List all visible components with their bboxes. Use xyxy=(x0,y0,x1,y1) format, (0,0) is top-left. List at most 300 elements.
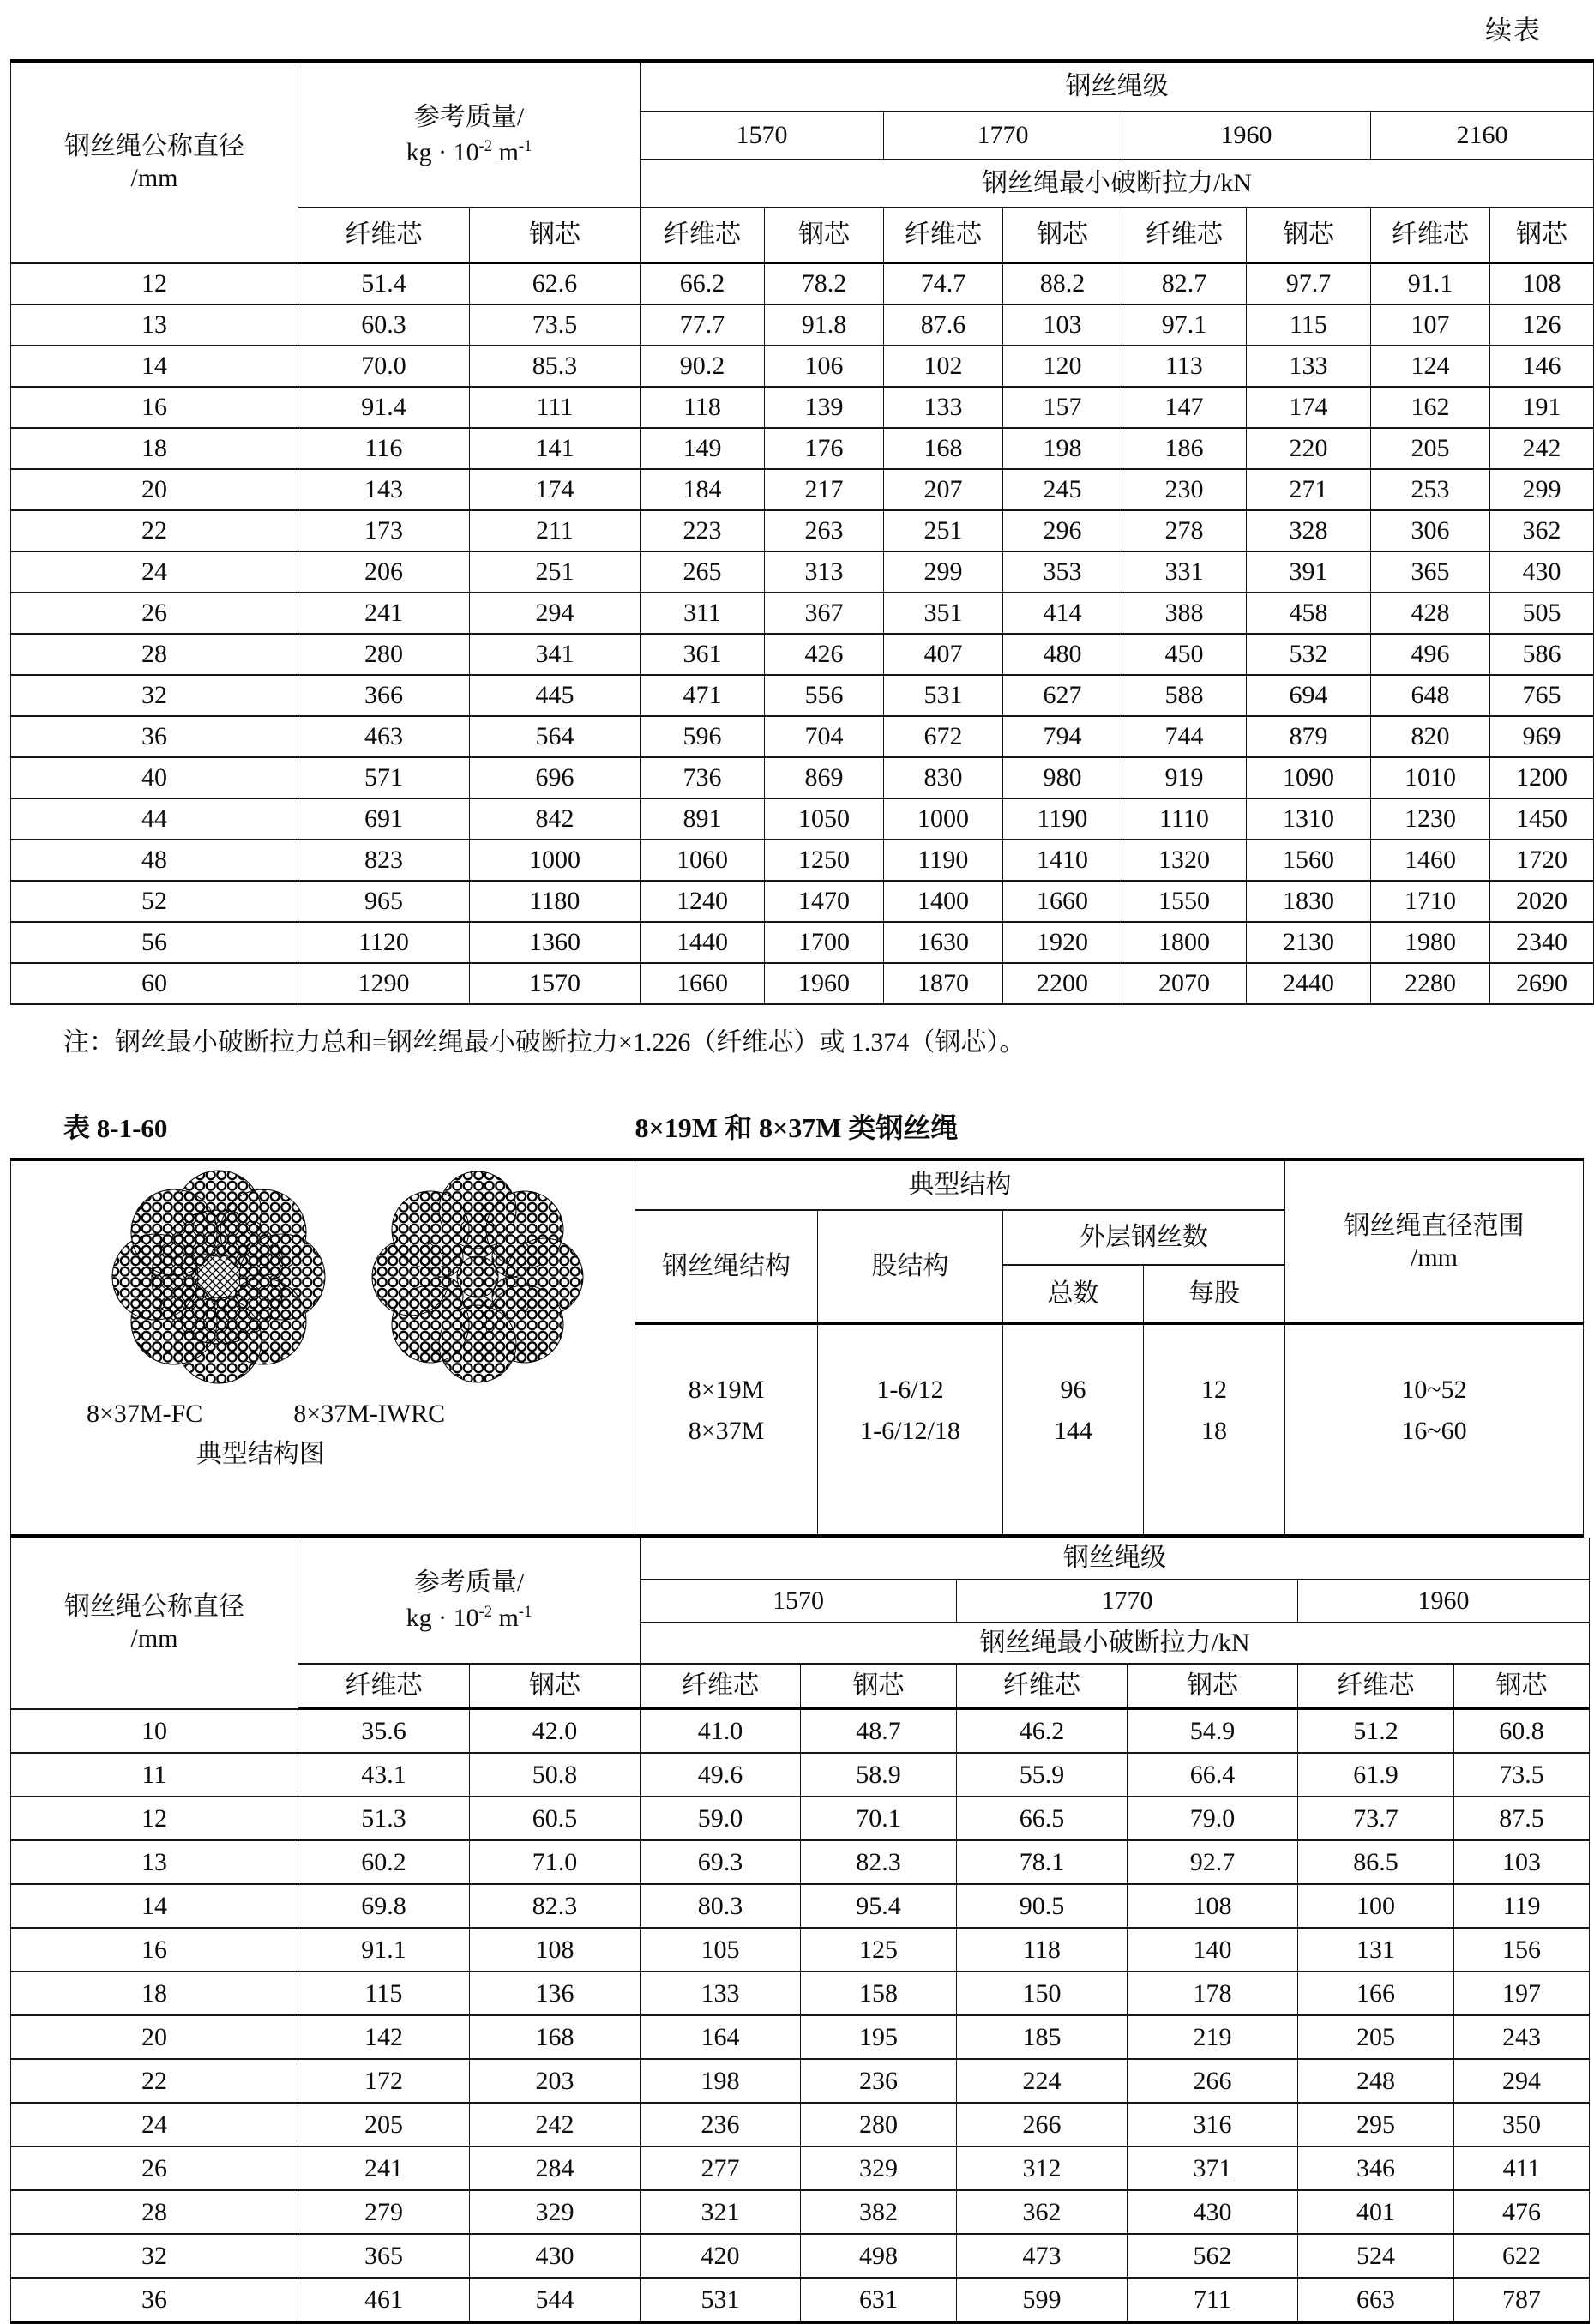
value-cell: 140 xyxy=(1128,1928,1298,1972)
value-cell: 1660 xyxy=(1003,881,1122,922)
value-cell: 1090 xyxy=(1247,757,1371,798)
value-cell: 562 xyxy=(1128,2234,1298,2278)
header-outer-wires-total: 总数 xyxy=(1003,1265,1144,1324)
value-cell: 173 xyxy=(298,510,470,551)
value-cell: 43.1 xyxy=(298,1753,470,1797)
value-cell: 147 xyxy=(1122,387,1247,428)
value-cell: 299 xyxy=(884,551,1003,593)
header-strand-structure: 股结构 xyxy=(818,1210,1003,1324)
value-cell: 203 xyxy=(470,2059,641,2103)
table-row xyxy=(11,510,1594,551)
value-cell: 1120 xyxy=(298,922,470,963)
value-cell: 1240 xyxy=(641,881,765,922)
value-cell: 118 xyxy=(957,1928,1128,1972)
value-cell: 362 xyxy=(957,2190,1128,2234)
value-cell: 411 xyxy=(1454,2146,1590,2190)
value-cell: 556 xyxy=(765,675,884,716)
value-cell: 498 xyxy=(801,2234,957,2278)
value-cell: 1870 xyxy=(884,963,1003,1004)
value-cell: 51.4 xyxy=(298,263,470,305)
value-cell: 294 xyxy=(1454,2059,1590,2103)
value-cell: 430 xyxy=(470,2234,641,2278)
diameter-cell: 26 xyxy=(11,593,298,634)
value-cell: 54.9 xyxy=(1128,1709,1298,1754)
value-cell: 176 xyxy=(765,428,884,469)
value-cell: 120 xyxy=(1003,346,1122,387)
diameter-cell: 12 xyxy=(11,1797,298,1840)
value-cell: 46.2 xyxy=(957,1709,1128,1754)
diameter-cell: 10 xyxy=(11,1709,298,1754)
value-cell: 631 xyxy=(801,2278,957,2322)
value-cell: 168 xyxy=(470,2015,641,2059)
rope-breaking-force-table-continued xyxy=(10,59,1594,1005)
value-cell: 294 xyxy=(470,593,641,634)
value-cell: 329 xyxy=(470,2190,641,2234)
value-cell: 331 xyxy=(1122,551,1247,593)
value-cell: 1320 xyxy=(1122,840,1247,881)
value-cell: 92.7 xyxy=(1128,1840,1298,1884)
value-cell: 166 xyxy=(1298,1972,1454,2015)
value-cell: 198 xyxy=(1003,428,1122,469)
value-cell: 90.2 xyxy=(641,346,765,387)
value-cell: 77.7 xyxy=(641,304,765,346)
value-cell: 980 xyxy=(1003,757,1122,798)
value-cell: 115 xyxy=(1247,304,1371,346)
value-cell: 306 xyxy=(1371,510,1490,551)
value-cell: 321 xyxy=(641,2190,801,2234)
value-cell: 694 xyxy=(1247,675,1371,716)
header-diameter-range xyxy=(1285,1159,1584,1324)
value-cell: 253 xyxy=(1371,469,1490,510)
header-reference-mass-unit: kg · $10^{-2}$ $m^{-1}$ xyxy=(406,1603,532,1632)
value-cell: 473 xyxy=(957,2234,1128,2278)
value-cell: 407 xyxy=(884,634,1003,675)
header-grade-1570: 1570 xyxy=(641,111,884,160)
diameter-cell: 13 xyxy=(11,1840,298,1884)
header-fiber-core: 纤维芯 xyxy=(1298,1664,1454,1709)
value-cell: 586 xyxy=(1490,634,1594,675)
table-row xyxy=(11,2190,1590,2234)
value-cell: 1310 xyxy=(1247,798,1371,840)
value-cell: 236 xyxy=(801,2059,957,2103)
structure-per-strand-values: 12 18 xyxy=(1144,1324,1285,1537)
value-cell: 86.5 xyxy=(1298,1840,1454,1884)
table-row xyxy=(11,346,1594,387)
header-fiber-core: 纤维芯 xyxy=(1122,208,1247,263)
value-cell: 116 xyxy=(298,428,470,469)
value-cell: 119 xyxy=(1454,1884,1590,1928)
table-row xyxy=(11,1753,1590,1797)
value-cell: 95.4 xyxy=(801,1884,957,1928)
value-cell: 82.3 xyxy=(470,1884,641,1928)
diameter-cell: 48 xyxy=(11,840,298,881)
value-cell: 217 xyxy=(765,469,884,510)
rope-breaking-force-table xyxy=(10,1538,1590,2324)
header-diameter-range-unit: /mm xyxy=(1410,1243,1458,1272)
diagram-labels xyxy=(11,1398,635,1430)
table-row xyxy=(11,2234,1590,2278)
header-steel-core: 钢芯 xyxy=(1128,1664,1298,1709)
value-cell: 1800 xyxy=(1122,922,1247,963)
diameter-cell: 22 xyxy=(11,2059,298,2103)
value-cell: 236 xyxy=(641,2103,801,2146)
value-cell: 198 xyxy=(641,2059,801,2103)
value-cell: 1440 xyxy=(641,922,765,963)
diagram-caption: 典型结构图 xyxy=(195,1440,325,1468)
header-diameter-range-text: 钢丝绳直径范围 xyxy=(1344,1211,1525,1240)
value-cell: 133 xyxy=(641,1972,801,2015)
value-cell: 588 xyxy=(1122,675,1247,716)
value-cell: 174 xyxy=(1247,387,1371,428)
header-steel-core: 钢芯 xyxy=(765,208,884,263)
table-row xyxy=(11,1709,1590,1754)
value-cell: 71.0 xyxy=(470,1840,641,1884)
diameter-cell: 22 xyxy=(11,510,298,551)
diameter-cell: 60 xyxy=(11,963,298,1004)
table-row xyxy=(11,1928,1590,1972)
value-cell: 73.7 xyxy=(1298,1797,1454,1840)
table-row xyxy=(11,798,1594,840)
value-cell: 420 xyxy=(641,2234,801,2278)
header-reference-mass-text: 参考质量/ xyxy=(413,1568,525,1597)
value-cell: 243 xyxy=(1454,2015,1590,2059)
value-cell: 1190 xyxy=(1003,798,1122,840)
diameter-cell: 24 xyxy=(11,2103,298,2146)
value-cell: 2130 xyxy=(1247,922,1371,963)
value-cell: 164 xyxy=(641,2015,801,2059)
table-row xyxy=(11,2015,1590,2059)
value-cell: 174 xyxy=(470,469,641,510)
value-cell: 648 xyxy=(1371,675,1490,716)
header-nominal-diameter-unit: /mm xyxy=(130,1624,178,1653)
table-row xyxy=(11,1840,1590,1884)
value-cell: 1980 xyxy=(1371,922,1490,963)
header-reference-mass xyxy=(298,1538,641,1664)
value-cell: 60.3 xyxy=(298,304,470,346)
table-row xyxy=(11,922,1594,963)
value-cell: 62.6 xyxy=(470,263,641,305)
value-cell: 524 xyxy=(1298,2234,1454,2278)
value-cell: 48.7 xyxy=(801,1709,957,1754)
value-cell: 241 xyxy=(298,2146,470,2190)
value-cell: 463 xyxy=(298,716,470,757)
value-cell: 205 xyxy=(298,2103,470,2146)
value-cell: 1290 xyxy=(298,963,470,1004)
header-grade-1960: 1960 xyxy=(1298,1580,1590,1623)
value-cell: 672 xyxy=(884,716,1003,757)
value-cell: 157 xyxy=(1003,387,1122,428)
value-cell: 361 xyxy=(641,634,765,675)
value-cell: 622 xyxy=(1454,2234,1590,2278)
value-cell: 91.8 xyxy=(765,304,884,346)
value-cell: 1230 xyxy=(1371,798,1490,840)
value-cell: 142 xyxy=(298,2015,470,2059)
table-footnote: 注：钢丝最小破断拉力总和=钢丝绳最小破断拉力×1.226（纤维芯）或 1.374（钢芯）。 xyxy=(63,1028,1026,1057)
value-cell: 58.9 xyxy=(801,1753,957,1797)
value-cell: 278 xyxy=(1122,510,1247,551)
table-row xyxy=(11,963,1594,1004)
value-cell: 316 xyxy=(1128,2103,1298,2146)
value-cell: 90.5 xyxy=(957,1884,1128,1928)
value-cell: 42.0 xyxy=(470,1709,641,1754)
table-row xyxy=(11,2059,1590,2103)
header-typical-structure: 典型结构 xyxy=(635,1159,1285,1210)
value-cell: 73.5 xyxy=(1454,1753,1590,1797)
value-cell: 353 xyxy=(1003,551,1122,593)
diameter-cell: 13 xyxy=(11,304,298,346)
header-fiber-core: 纤维芯 xyxy=(957,1664,1128,1709)
value-cell: 1710 xyxy=(1371,881,1490,922)
table-row xyxy=(11,840,1594,881)
header-grade-1570: 1570 xyxy=(641,1580,957,1623)
header-fiber-core: 纤维芯 xyxy=(298,208,470,263)
value-cell: 280 xyxy=(801,2103,957,2146)
value-cell: 207 xyxy=(884,469,1003,510)
value-cell: 371 xyxy=(1128,2146,1298,2190)
value-cell: 532 xyxy=(1247,634,1371,675)
value-cell: 391 xyxy=(1247,551,1371,593)
value-cell: 118 xyxy=(641,387,765,428)
value-cell: 596 xyxy=(641,716,765,757)
value-cell: 100 xyxy=(1298,1884,1454,1928)
value-cell: 1920 xyxy=(1003,922,1122,963)
value-cell: 691 xyxy=(298,798,470,840)
header-nominal-diameter-text: 钢丝绳公称直径 xyxy=(64,131,244,160)
diameter-cell: 28 xyxy=(11,634,298,675)
diameter-cell: 16 xyxy=(11,1928,298,1972)
value-cell: 571 xyxy=(298,757,470,798)
value-cell: 869 xyxy=(765,757,884,798)
value-cell: 2280 xyxy=(1371,963,1490,1004)
value-cell: 69.3 xyxy=(641,1840,801,1884)
table-row xyxy=(11,675,1594,716)
rope-cross-section-diagram xyxy=(23,1170,623,1384)
value-cell: 2340 xyxy=(1490,922,1594,963)
value-cell: 531 xyxy=(884,675,1003,716)
table-row xyxy=(11,387,1594,428)
rope-iwrc-cross-section xyxy=(372,1171,583,1382)
value-cell: 564 xyxy=(470,716,641,757)
value-cell: 219 xyxy=(1128,2015,1298,2059)
diameter-cell: 20 xyxy=(11,2015,298,2059)
value-cell: 879 xyxy=(1247,716,1371,757)
value-cell: 414 xyxy=(1003,593,1122,634)
value-cell: 191 xyxy=(1490,387,1594,428)
value-cell: 107 xyxy=(1371,304,1490,346)
value-cell: 480 xyxy=(1003,634,1122,675)
value-cell: 430 xyxy=(1490,551,1594,593)
header-fiber-core: 纤维芯 xyxy=(641,1664,801,1709)
value-cell: 299 xyxy=(1490,469,1594,510)
header-rope-grade: 钢丝绳级 xyxy=(641,1538,1590,1580)
value-cell: 82.7 xyxy=(1122,263,1247,305)
header-reference-mass-unit: kg · $10^{-2}$ $m^{-1}$ xyxy=(406,137,532,166)
value-cell: 1830 xyxy=(1247,881,1371,922)
value-cell: 350 xyxy=(1454,2103,1590,2146)
value-cell: 2070 xyxy=(1122,963,1247,1004)
header-steel-core: 钢芯 xyxy=(801,1664,957,1709)
value-cell: 1400 xyxy=(884,881,1003,922)
value-cell: 69.8 xyxy=(298,1884,470,1928)
value-cell: 205 xyxy=(1371,428,1490,469)
table-row xyxy=(11,428,1594,469)
value-cell: 266 xyxy=(1128,2059,1298,2103)
value-cell: 88.2 xyxy=(1003,263,1122,305)
value-cell: 66.2 xyxy=(641,263,765,305)
value-cell: 787 xyxy=(1454,2278,1590,2322)
value-cell: 241 xyxy=(298,593,470,634)
value-cell: 108 xyxy=(470,1928,641,1972)
value-cell: 66.4 xyxy=(1128,1753,1298,1797)
typical-structure-table xyxy=(10,1158,1584,1538)
value-cell: 765 xyxy=(1490,675,1594,716)
value-cell: 1110 xyxy=(1122,798,1247,840)
value-cell: 141 xyxy=(470,428,641,469)
value-cell: 461 xyxy=(298,2278,470,2322)
value-cell: 185 xyxy=(957,2015,1128,2059)
value-cell: 136 xyxy=(470,1972,641,2015)
value-cell: 103 xyxy=(1454,1840,1590,1884)
value-cell: 85.3 xyxy=(470,346,641,387)
value-cell: 280 xyxy=(298,634,470,675)
value-cell: 1960 xyxy=(765,963,884,1004)
value-cell: 66.5 xyxy=(957,1797,1128,1840)
value-cell: 113 xyxy=(1122,346,1247,387)
value-cell: 168 xyxy=(884,428,1003,469)
value-cell: 362 xyxy=(1490,510,1594,551)
header-reference-mass xyxy=(298,61,641,208)
value-cell: 1200 xyxy=(1490,757,1594,798)
value-cell: 50.8 xyxy=(470,1753,641,1797)
table-row xyxy=(11,1884,1590,1928)
header-outer-wires: 外层钢丝数 xyxy=(1003,1210,1285,1265)
value-cell: 108 xyxy=(1128,1884,1298,1928)
header-nominal-diameter xyxy=(11,61,298,263)
value-cell: 351 xyxy=(884,593,1003,634)
diameter-cell: 26 xyxy=(11,2146,298,2190)
value-cell: 820 xyxy=(1371,716,1490,757)
value-cell: 230 xyxy=(1122,469,1247,510)
value-cell: 97.1 xyxy=(1122,304,1247,346)
value-cell: 428 xyxy=(1371,593,1490,634)
diameter-cell: 32 xyxy=(11,675,298,716)
value-cell: 1570 xyxy=(470,963,641,1004)
value-cell: 1360 xyxy=(470,922,641,963)
value-cell: 388 xyxy=(1122,593,1247,634)
value-cell: 365 xyxy=(1371,551,1490,593)
structure-total-values: 96 144 xyxy=(1003,1324,1144,1537)
value-cell: 382 xyxy=(801,2190,957,2234)
rope-diagram-cell xyxy=(11,1159,635,1536)
diameter-cell: 20 xyxy=(11,469,298,510)
value-cell: 830 xyxy=(884,757,1003,798)
value-cell: 59.0 xyxy=(641,1797,801,1840)
value-cell: 312 xyxy=(957,2146,1128,2190)
value-cell: 265 xyxy=(641,551,765,593)
value-cell: 61.9 xyxy=(1298,1753,1454,1797)
value-cell: 704 xyxy=(765,716,884,757)
table-row xyxy=(11,2278,1590,2322)
value-cell: 49.6 xyxy=(641,1753,801,1797)
table-caption xyxy=(10,1106,1583,1144)
value-cell: 284 xyxy=(470,2146,641,2190)
value-cell: 87.6 xyxy=(884,304,1003,346)
value-cell: 149 xyxy=(641,428,765,469)
value-cell: 2020 xyxy=(1490,881,1594,922)
value-cell: 242 xyxy=(470,2103,641,2146)
value-cell: 206 xyxy=(298,551,470,593)
diameter-cell: 18 xyxy=(11,428,298,469)
diameter-cell: 52 xyxy=(11,881,298,922)
value-cell: 1560 xyxy=(1247,840,1371,881)
table-row xyxy=(11,1797,1590,1840)
header-min-breaking-force: 钢丝绳最小破断拉力/kN xyxy=(641,1623,1590,1664)
value-cell: 2440 xyxy=(1247,963,1371,1004)
value-cell: 1060 xyxy=(641,840,765,881)
value-cell: 103 xyxy=(1003,304,1122,346)
value-cell: 91.1 xyxy=(1371,263,1490,305)
value-cell: 115 xyxy=(298,1972,470,2015)
value-cell: 1250 xyxy=(765,840,884,881)
header-fiber-core: 纤维芯 xyxy=(641,208,765,263)
value-cell: 263 xyxy=(765,510,884,551)
value-cell: 197 xyxy=(1454,1972,1590,2015)
value-cell: 341 xyxy=(470,634,641,675)
value-cell: 251 xyxy=(470,551,641,593)
value-cell: 133 xyxy=(884,387,1003,428)
value-cell: 111 xyxy=(470,387,641,428)
header-steel-core: 钢芯 xyxy=(470,208,641,263)
value-cell: 91.4 xyxy=(298,387,470,428)
table-row xyxy=(11,263,1594,305)
table-row xyxy=(11,304,1594,346)
header-steel-core: 钢芯 xyxy=(1490,208,1594,263)
table-row xyxy=(11,2146,1590,2190)
value-cell: 505 xyxy=(1490,593,1594,634)
diameter-cell: 28 xyxy=(11,2190,298,2234)
header-grade-2160: 2160 xyxy=(1371,111,1594,160)
value-cell: 195 xyxy=(801,2015,957,2059)
value-cell: 627 xyxy=(1003,675,1122,716)
value-cell: 366 xyxy=(298,675,470,716)
value-cell: 744 xyxy=(1122,716,1247,757)
value-cell: 211 xyxy=(470,510,641,551)
table-number: 表 8-1-60 xyxy=(63,1113,168,1143)
table-title: 8×19M 和 8×37M 类钢丝绳 xyxy=(635,1112,959,1143)
value-cell: 97.7 xyxy=(1247,263,1371,305)
diameter-cell: 24 xyxy=(11,551,298,593)
value-cell: 531 xyxy=(641,2278,801,2322)
value-cell: 60.8 xyxy=(1454,1709,1590,1754)
value-cell: 1000 xyxy=(470,840,641,881)
value-cell: 91.1 xyxy=(298,1928,470,1972)
header-steel-core: 钢芯 xyxy=(1454,1664,1590,1709)
header-reference-mass-text: 参考质量/ xyxy=(413,102,525,131)
value-cell: 430 xyxy=(1128,2190,1298,2234)
header-fiber-core: 纤维芯 xyxy=(884,208,1003,263)
value-cell: 102 xyxy=(884,346,1003,387)
value-cell: 82.3 xyxy=(801,1840,957,1884)
value-cell: 599 xyxy=(957,2278,1128,2322)
value-cell: 365 xyxy=(298,2234,470,2278)
value-cell: 891 xyxy=(641,798,765,840)
value-cell: 346 xyxy=(1298,2146,1454,2190)
value-cell: 242 xyxy=(1490,428,1594,469)
value-cell: 1000 xyxy=(884,798,1003,840)
table-row xyxy=(11,634,1594,675)
rope-fc-cross-section xyxy=(112,1171,325,1383)
value-cell: 139 xyxy=(765,387,884,428)
